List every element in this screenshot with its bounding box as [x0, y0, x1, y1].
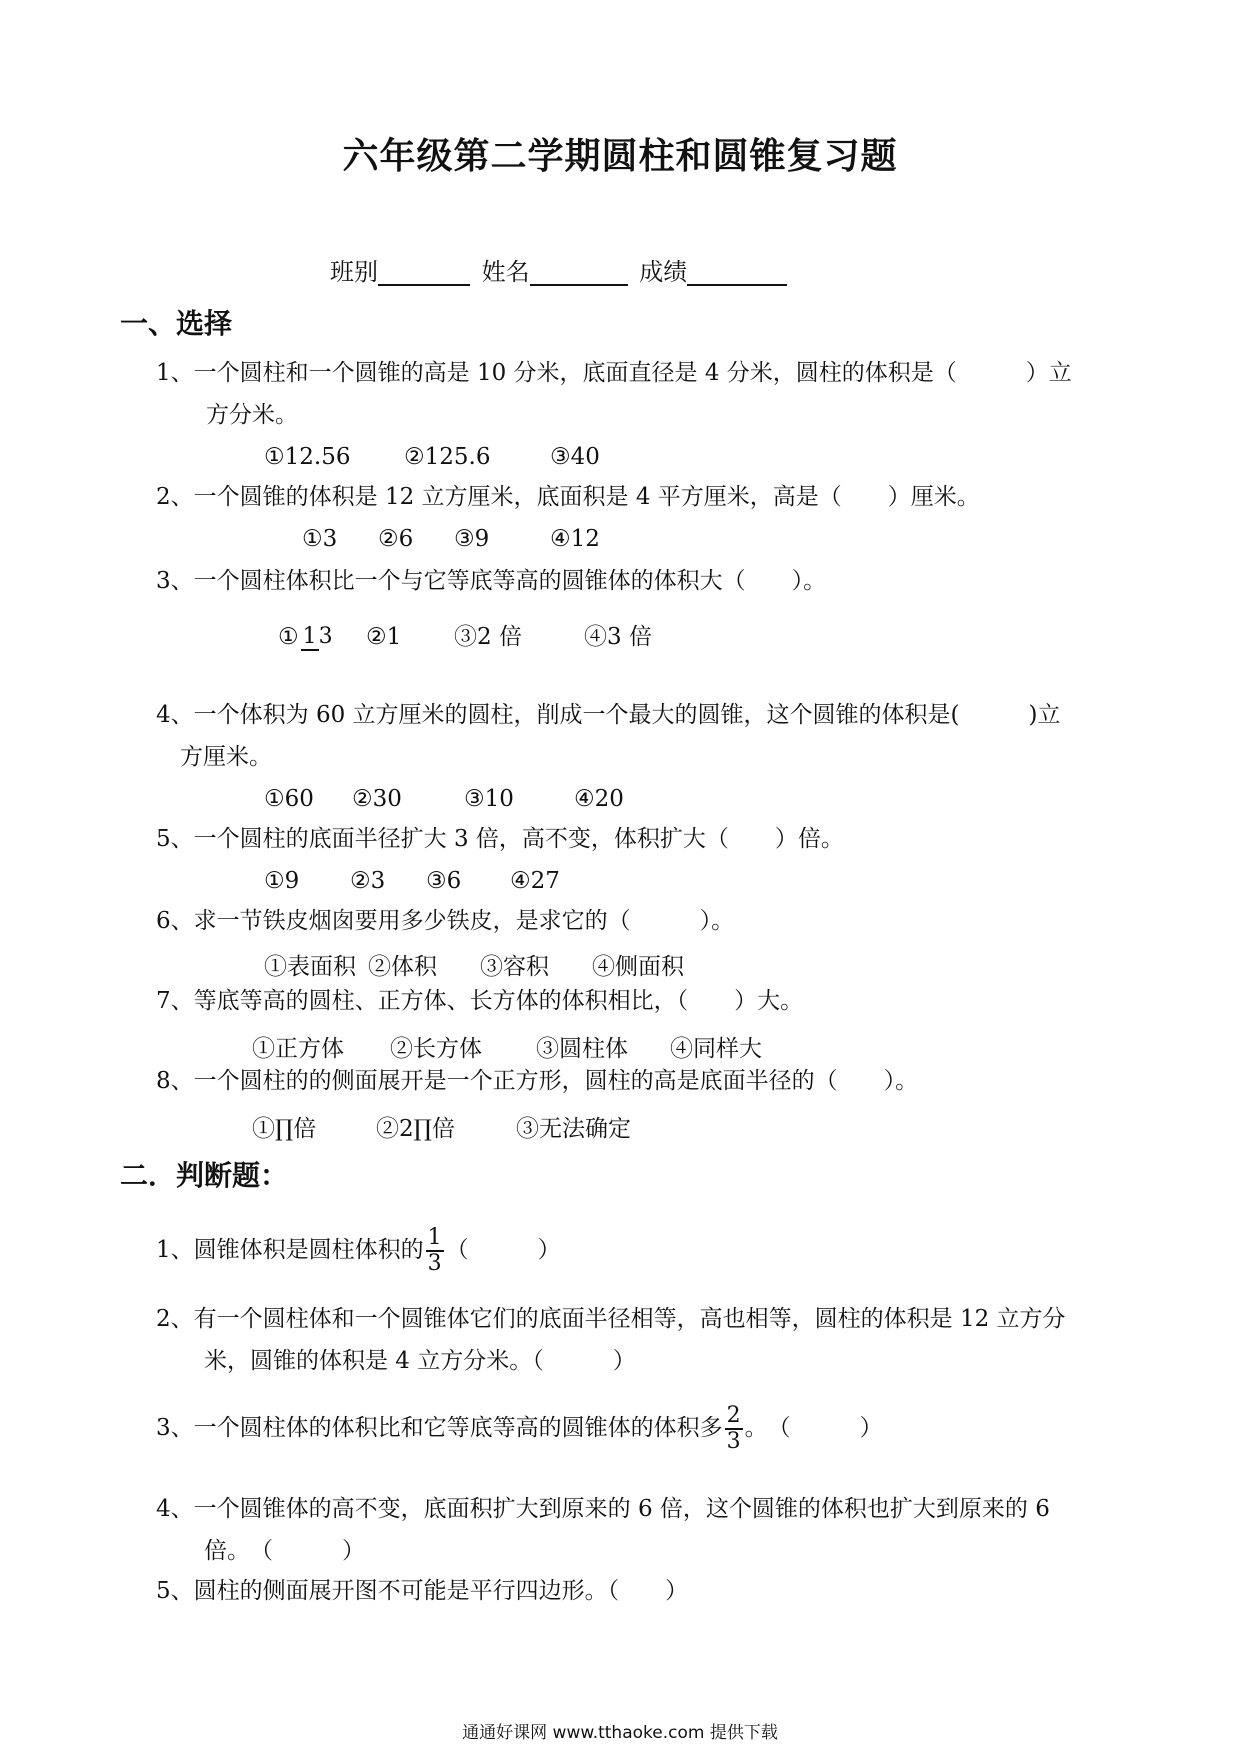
question-text-cont: 方分米。: [206, 402, 298, 428]
option: ②30: [352, 786, 402, 812]
frac-den: 3: [318, 624, 333, 649]
options-q6: [264, 948, 684, 981]
option: ③容积: [480, 954, 549, 980]
option: ④12: [550, 526, 600, 552]
judge-item-3: [156, 1404, 1126, 1454]
frac-num: 2: [726, 1403, 741, 1428]
item-text-cont: 米，圆锥的体积是 4 立方分米。（ ）: [204, 1348, 636, 1374]
item-text: 4、一个圆锥体的高不变，底面积扩大到原来的 6 倍，这个圆锥的体积也扩大到原来的 6: [156, 1496, 1050, 1522]
choice-question-6: [156, 900, 1126, 942]
choice-question-7: [156, 980, 1126, 1022]
option: ③10: [464, 786, 514, 812]
frac-den: 3: [427, 1251, 442, 1276]
option: ④3 倍: [584, 624, 652, 650]
item-text-after: 。 （ ）: [744, 1415, 883, 1441]
option: ③无法确定: [516, 1116, 631, 1142]
class-label: 班别: [330, 258, 378, 286]
option: ④侧面积: [592, 954, 684, 980]
options-q7: [252, 1030, 762, 1063]
question-text: 4、一个体积为 60 立方厘米的圆柱，削成一个最大的圆锥，这个圆锥的体积是( )立: [156, 702, 1061, 728]
option: ②2∏倍: [376, 1116, 455, 1142]
option: ③40: [550, 444, 600, 470]
option: ②3: [350, 868, 386, 894]
option: ③圆柱体: [536, 1036, 628, 1062]
fraction-two-thirds: [725, 1404, 743, 1454]
page-title: 六年级第二学期圆柱和圆锥复习题: [342, 136, 898, 177]
option: ①3: [302, 526, 338, 552]
option: ①9: [264, 868, 300, 894]
judge-item-5: [156, 1570, 1126, 1612]
fraction-one-third: [426, 1226, 444, 1276]
question-text: 8、一个圆柱的的侧面展开是一个正方形，圆柱的高是底面半径的（ ）。: [156, 1068, 919, 1094]
option: ①12.56: [264, 444, 351, 470]
frac-num: 1: [302, 624, 317, 649]
option: ②体积: [368, 954, 437, 980]
options-q1: [264, 444, 600, 470]
option: ①60: [264, 786, 314, 812]
option: ③9: [454, 526, 490, 552]
option: ②125.6: [404, 444, 491, 470]
choice-question-3: [156, 560, 1126, 602]
options-q8: [252, 1110, 631, 1143]
score-blank: [687, 262, 787, 286]
option: ①∏倍: [252, 1116, 317, 1142]
options-q5: [264, 868, 560, 894]
item-text-after: （ ）: [445, 1237, 561, 1263]
option: ③6: [426, 868, 462, 894]
option: ①正方体: [252, 1036, 344, 1062]
section-heading-true-false: 二．判断题：: [120, 1159, 289, 1192]
choice-question-4: [156, 694, 1126, 778]
item-text: 5、圆柱的侧面展开图不可能是平行四边形。（ ）: [156, 1578, 689, 1604]
student-info-line: [330, 252, 791, 287]
question-text-cont: 方厘米。: [180, 744, 272, 770]
question-text: 7、等底等高的圆柱、正方体、长方体的体积相比，（ ）大。: [156, 988, 804, 1014]
name-label: 姓名: [481, 258, 530, 286]
option: ②6: [378, 526, 414, 552]
question-text: 6、求一节铁皮烟囱要用多少铁皮，是求它的（ ）。: [156, 908, 735, 934]
question-text: 3、一个圆柱体积比一个与它等底等高的圆锥体的体积大（ ）。: [156, 568, 827, 594]
option: ④20: [574, 786, 624, 812]
option: ②1: [366, 624, 402, 650]
choice-question-2: [156, 476, 1126, 518]
question-text: 5、一个圆柱的底面半径扩大 3 倍，高不变，体积扩大（ ）倍。: [156, 826, 844, 852]
judge-item-4: [156, 1488, 1126, 1572]
item-text-cont: 倍。 （ ）: [204, 1538, 365, 1564]
footer-credit: 通通好课网 www.tthaoke.com 提供下载: [462, 1723, 778, 1743]
options-q3: [278, 618, 652, 651]
section-heading-choice: 一、选择: [120, 307, 233, 340]
frac-den: 3: [726, 1429, 741, 1454]
option: [278, 624, 366, 651]
option-label: ①: [278, 624, 299, 650]
option: ①表面积: [264, 954, 356, 980]
fraction-one-third: [301, 625, 333, 651]
judge-item-2: [156, 1298, 1126, 1382]
score-label: 成绩: [639, 258, 688, 286]
class-blank: [378, 262, 470, 286]
option: ③2 倍: [454, 624, 522, 650]
options-q2: [302, 526, 600, 552]
item-text: 3、一个圆柱体的体积比和它等底等高的圆锥体的体积多: [156, 1415, 723, 1441]
item-text: 1、圆锥体积是圆柱体积的: [156, 1237, 424, 1263]
choice-question-8: [156, 1060, 1126, 1102]
options-q4: [264, 786, 624, 812]
option: ②长方体: [390, 1036, 482, 1062]
question-text: 2、一个圆锥的体积是 12 立方厘米，底面积是 4 平方厘米，高是（ ）厘米。: [156, 484, 980, 510]
option: ④27: [510, 868, 560, 894]
question-text: 1、一个圆柱和一个圆锥的高是 10 分米，底面直径是 4 分米，圆柱的体积是（ ）立: [156, 360, 1072, 386]
item-text: 2、有一个圆柱体和一个圆锥体它们的底面半径相等，高也相等，圆柱的体积是 12 立方分: [156, 1306, 1066, 1332]
name-blank: [530, 262, 628, 286]
option: ④同样大: [670, 1036, 762, 1062]
frac-num: 1: [427, 1225, 442, 1250]
choice-question-1: [156, 352, 1126, 436]
choice-question-5: [156, 818, 1126, 860]
judge-item-1: [156, 1226, 1126, 1276]
